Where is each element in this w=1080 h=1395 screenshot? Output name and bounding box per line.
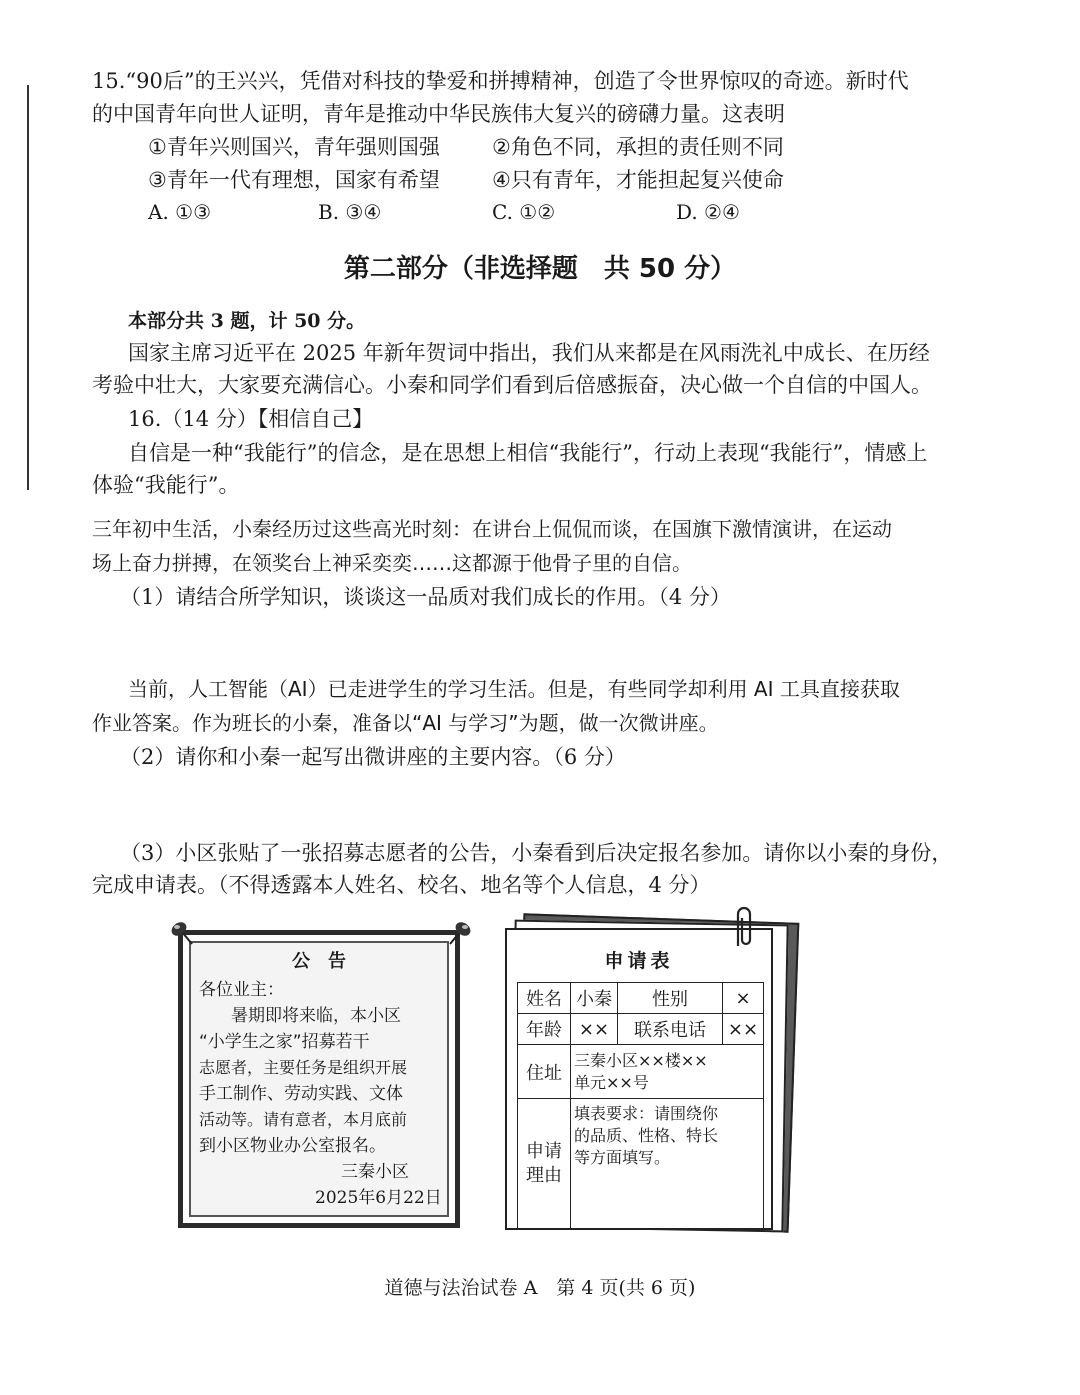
q15-stem-line2: 的中国青年向世人证明，青年是推动中华民族伟大复兴的磅礴力量。这表明	[92, 102, 785, 126]
form-reason-hint-line3: 等方面填写。	[574, 1148, 671, 1167]
form-reason-field[interactable]	[571, 1099, 764, 1229]
q16-material1-line2: 场上奋力拼搏，在领奖台上神采奕奕……这都源于他骨子里的自信。	[92, 551, 692, 575]
q16-definition-line2: 体验“我能行”。	[92, 473, 240, 497]
form-title: 申请表	[604, 950, 674, 972]
notice-body-line2: “小学生之家”招募若干	[199, 1032, 370, 1052]
notice-date: 2025年6月22日	[315, 1188, 442, 1208]
q15-statement-3: ③青年一代有理想，国家有希望	[148, 168, 440, 192]
form-reason-hint-line2: 的品质、性格、特长	[574, 1126, 719, 1145]
notice-body-line5: 活动等。请有意者，本月底前	[199, 1110, 408, 1129]
q15-statement-4: ④只有青年，才能担起复兴使命	[492, 168, 784, 192]
form-age-value: ××	[571, 1014, 618, 1045]
q16-material1-line1: 三年初中生活，小秦经历过这些高光时刻：在讲台上侃侃而谈，在国旗下激情演讲，在运动	[92, 517, 892, 541]
form-address-value	[571, 1045, 764, 1099]
form-phone-label: 联系电话	[618, 1014, 723, 1045]
q16-definition-line1: 自信是一种“我能行”的信念，是在思想上相信“我能行”，行动上表现“我能行”，情感上	[128, 441, 928, 465]
form-name-value: 小秦	[571, 983, 618, 1014]
notice-greeting: 各位业主：	[199, 980, 284, 1000]
part2-intro: 本部分共 3 题，计 50 分。	[128, 310, 366, 332]
q15-stem-line1: 15.“90后”的王兴兴，凭借对科技的挚爱和拼搏精神，创造了令世界惊叹的奇迹。新时代	[92, 69, 909, 93]
form-gender-value: ×	[723, 983, 764, 1014]
part2-heading: 第二部分（非选择题 共 50 分）	[343, 254, 737, 284]
notice-board-inner	[189, 941, 449, 1217]
q16-material2-line2: 作业答案。作为班长的小秦，准备以“AI 与学习”为题，做一次微讲座。	[92, 711, 719, 735]
form-reason-label	[518, 1099, 571, 1229]
form-gender-label: 性别	[618, 983, 723, 1014]
q15-option-d: D. ②④	[676, 200, 740, 224]
paperclip-icon	[730, 906, 754, 952]
q15-statement-1: ①青年兴则国兴，青年强则国强	[148, 135, 440, 159]
part2-background-line1: 国家主席习近平在 2025 年新年贺词中指出，我们从来都是在风雨洗礼中成长、在历经	[128, 341, 930, 365]
notice-body-line4: 手工制作、劳动实践、文体	[199, 1084, 403, 1104]
pushpin-icon	[168, 918, 198, 948]
form-reason-label-line1: 申请	[526, 1140, 562, 1162]
q16-prompt2: （2）请你和小秦一起写出微讲座的主要内容。（6 分）	[120, 745, 626, 769]
notice-signer: 三秦小区	[341, 1162, 409, 1182]
form-reason-label-line2: 理由	[526, 1164, 562, 1186]
page-footer: 道德与法治试卷 A 第 4 页(共 6 页)	[384, 1277, 696, 1299]
q16-material2-line1: 当前，人工智能（AI）已走进学生的学习生活。但是，有些同学却利用 AI 工具直接获取	[128, 677, 900, 701]
form-reason-hint-line1: 填表要求：请围绕你	[574, 1104, 719, 1123]
notice-body-line3: 志愿者，主要任务是组织开展	[199, 1058, 408, 1077]
application-form	[505, 928, 773, 1230]
q16-header: 16.（14 分）【相信自己】	[128, 407, 374, 431]
form-phone-value: ××	[723, 1014, 764, 1045]
form-age-label: 年龄	[518, 1014, 571, 1045]
notice-title: 公 告	[292, 951, 346, 972]
form-address-label: 住址	[518, 1045, 571, 1099]
q16-prompt1: （1）请结合所学知识，谈谈这一品质对我们成长的作用。（4 分）	[120, 585, 731, 609]
q16-prompt3-line1: （3）小区张贴了一张招募志愿者的公告，小秦看到后决定报名参加。请你以小秦的身份，	[120, 841, 953, 865]
q16-prompt3-line2: 完成申请表。（不得透露本人姓名、校名、地名等个人信息，4 分）	[92, 873, 711, 897]
q15-option-a: A. ①③	[148, 200, 212, 224]
notice-board	[178, 930, 460, 1228]
part2-background-line2: 考验中壮大，大家要充满信心。小秦和同学们看到后倍感振奋，决心做一个自信的中国人。	[92, 373, 932, 397]
form-address-value-line1: 三秦小区××楼××	[574, 1050, 708, 1070]
form-table	[517, 982, 764, 1229]
binding-margin-line	[27, 85, 29, 490]
notice-body-line1: 暑期即将来临，本小区	[231, 1006, 401, 1026]
q15-statement-2: ②角色不同，承担的责任则不同	[492, 135, 784, 159]
q15-option-c: C. ①②	[492, 200, 556, 224]
q15-option-b: B. ③④	[318, 200, 382, 224]
form-address-value-line2: 单元××号	[574, 1072, 649, 1092]
notice-body-line6: 到小区物业办公室报名。	[199, 1136, 386, 1156]
form-name-label: 姓名	[518, 983, 571, 1014]
pushpin-icon	[444, 918, 474, 948]
